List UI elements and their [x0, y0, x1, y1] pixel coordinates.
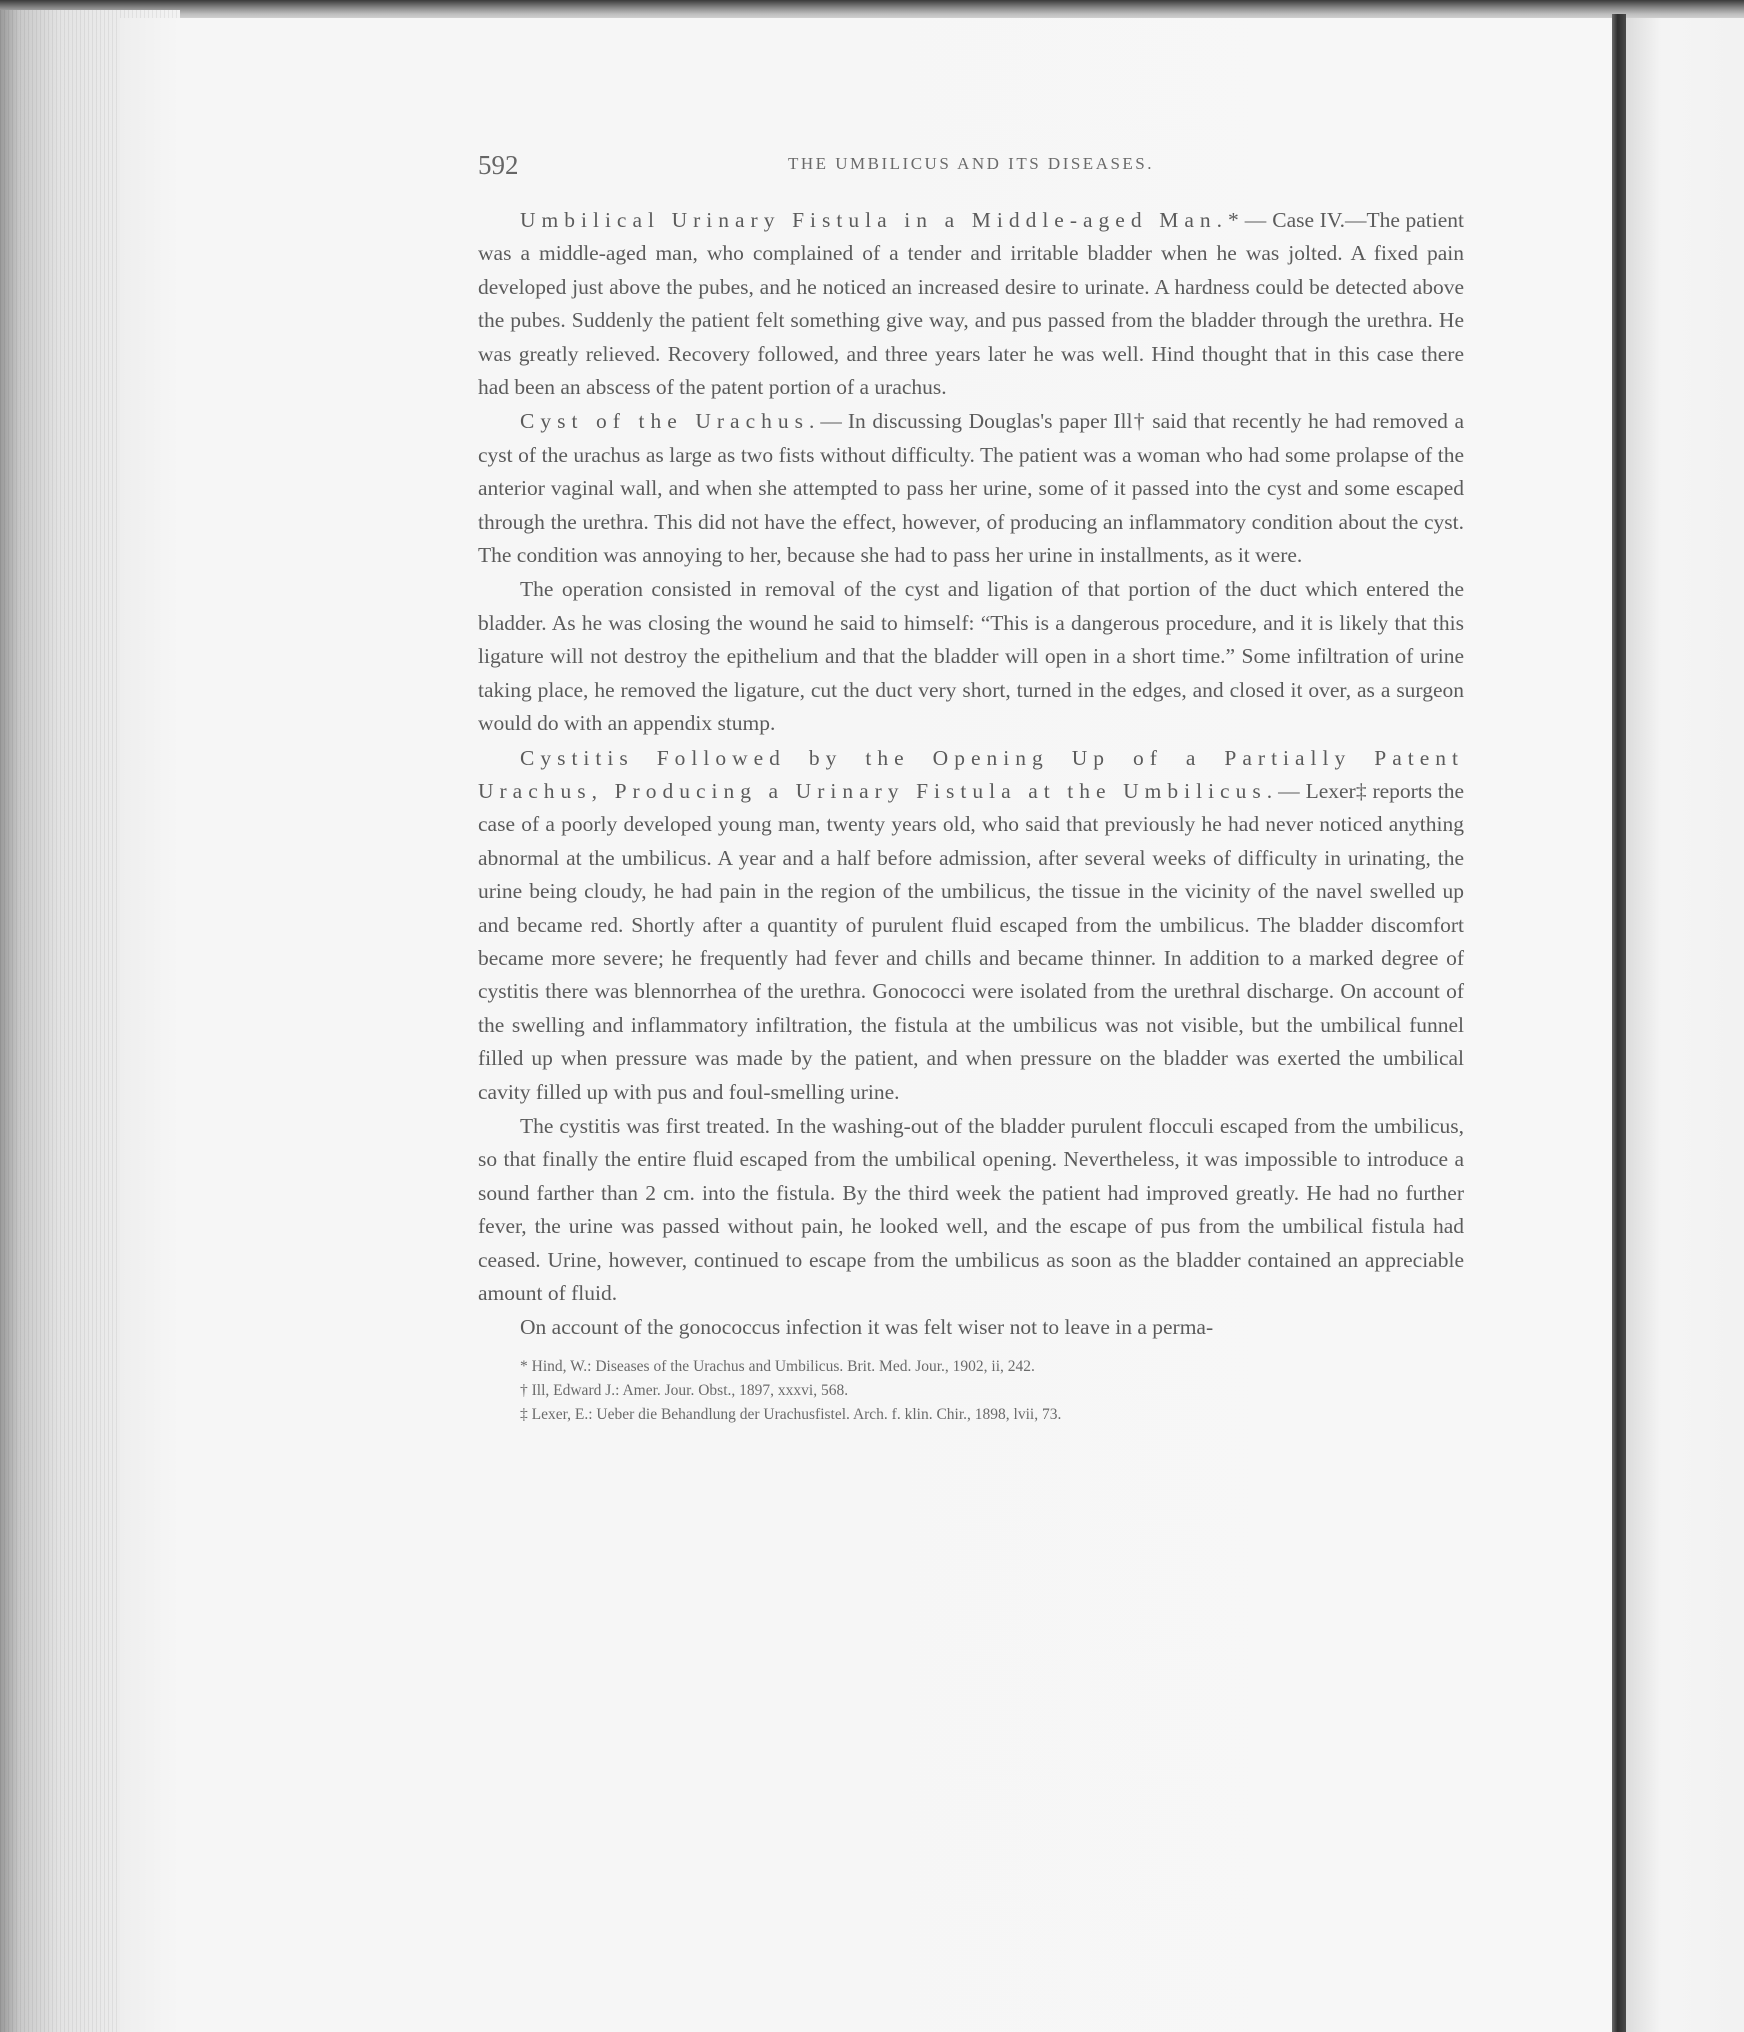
paragraph: [478, 405, 1464, 572]
paragraph-text: The cystitis was first treated. In the washing-out of the bladder purulent flocculi escaped from the umbilicus, so that finally the entire fluid escaped from the umbilical opening. Nevertheless, it was impossible to introduce a sound farther than 2 cm. into the fistula. By the third week the patient had improved greatly. He had no further fever, the urine was passed without pain, he looked well, and the escape of pus from the umbilical fistula had ceased. Urine, however, continued to escape from the umbilicus as soon as the bladder contained an appreciable amount of fluid.: [478, 1113, 1464, 1305]
book-gutter: [1612, 14, 1626, 2032]
paragraph: [478, 1110, 1464, 1310]
page-number: 592: [478, 150, 519, 180]
paragraph: [478, 742, 1464, 1109]
footnotes: [520, 1355, 1464, 1427]
section-heading: Umbilical Urinary Fistula in a Middle-aged Man.*—: [520, 208, 1273, 232]
paragraph: [478, 204, 1464, 404]
paragraph: [478, 1311, 1464, 1344]
footnote: * Hind, W.: Diseases of the Urachus and Umbilicus. Brit. Med. Jour., 1902, ii, 242.: [520, 1357, 1035, 1375]
footnote: ‡ Lexer, E.: Ueber die Behandlung der Urachusfistel. Arch. f. klin. Chir., 1898, lvii, 73.: [520, 1405, 1062, 1423]
paragraph-text: Lexer‡ reports the case of a poorly developed young man, twenty years old, who said that previously he had never noticed anything abnormal at the umbilicus. A year and a half before admission, after several weeks of difficulty in urinating, the urine being cloudy, he had pain in the region of the umbilicus, the tissue in the vicinity of the navel swelled up and became red. Shortly after a quantity of purulent fluid escaped from the umbilicus. The bladder discomfort became more severe; he frequently had fever and chills and became thinner. In addition to a marked degree of cystitis there was blennorrhea of the urethra. Gonococci were isolated from the urethral discharge. On account of the swelling and inflammatory infiltration, the fistula at the umbilicus was not visible, but the umbilical funnel filled up when pressure was made by the patient, and when pressure on the bladder was exerted the umbilical cavity filled up with pus and foul-smelling urine.: [478, 778, 1464, 1104]
paragraph-text: Case IV.—The patient was a middle-aged man, who complained of a tender and irritable bladder when he was jolted. A fixed pain developed just above the pubes, and he noticed an increased desire to urinate. A hardness could be detected above the pubes. Suddenly the patient felt something give way, and pus passed from the bladder through the urethra. He was greatly relieved. Recovery followed, and three years later he was well. Hind thought that in this case there had been an abscess of the patent portion of a urachus.: [478, 208, 1465, 400]
section-heading: Cyst of the Urachus.—: [520, 409, 848, 434]
facing-page-strip: [1626, 18, 1744, 2032]
footnote: † Ill, Edward J.: Amer. Jour. Obst., 1897, xxxvi, 568.: [520, 1381, 849, 1399]
running-title: THE UMBILICUS AND ITS DISEASES.: [787, 154, 1155, 173]
section-heading: Cystitis Followed by the Opening Up of a Partially Patent Urachus, Producing a Urinary Fistula at the Umbilicus.—: [478, 745, 1464, 803]
paragraph-text: In discussing Douglas's paper Ill† said that recently he had removed a cyst of the urachus as large as two fists without difficulty. The patient was a woman who had some prolapse of the anterior vaginal wall, and when she attempted to pass her urine, some of it passed into the cyst and some escaped through the urethra. This did not have the effect, however, of producing an inflammatory condition about the cyst. The condition was annoying to her, because she had to pass her urine in installments, as it were.: [478, 409, 1464, 568]
paragraph-text: The operation consisted in removal of the cyst and ligation of that portion of the duct which entered the bladder. As he was closing the wound he said to himself: “This is a dangerous procedure, and it is likely that this ligature will not destroy the epithelium and that the bladder will open in a short time.” Some infiltration of urine taking place, he removed the ligature, cut the duct very short, turned in the edges, and closed it over, as a surgeon would do with an appendix stump.: [478, 577, 1464, 736]
paragraph-text: On account of the gonococcus infection it was felt wiser not to leave in a perma-: [520, 1315, 1214, 1340]
paragraph: [478, 573, 1464, 740]
text-block: [478, 150, 1464, 1427]
running-head: [478, 150, 1464, 184]
